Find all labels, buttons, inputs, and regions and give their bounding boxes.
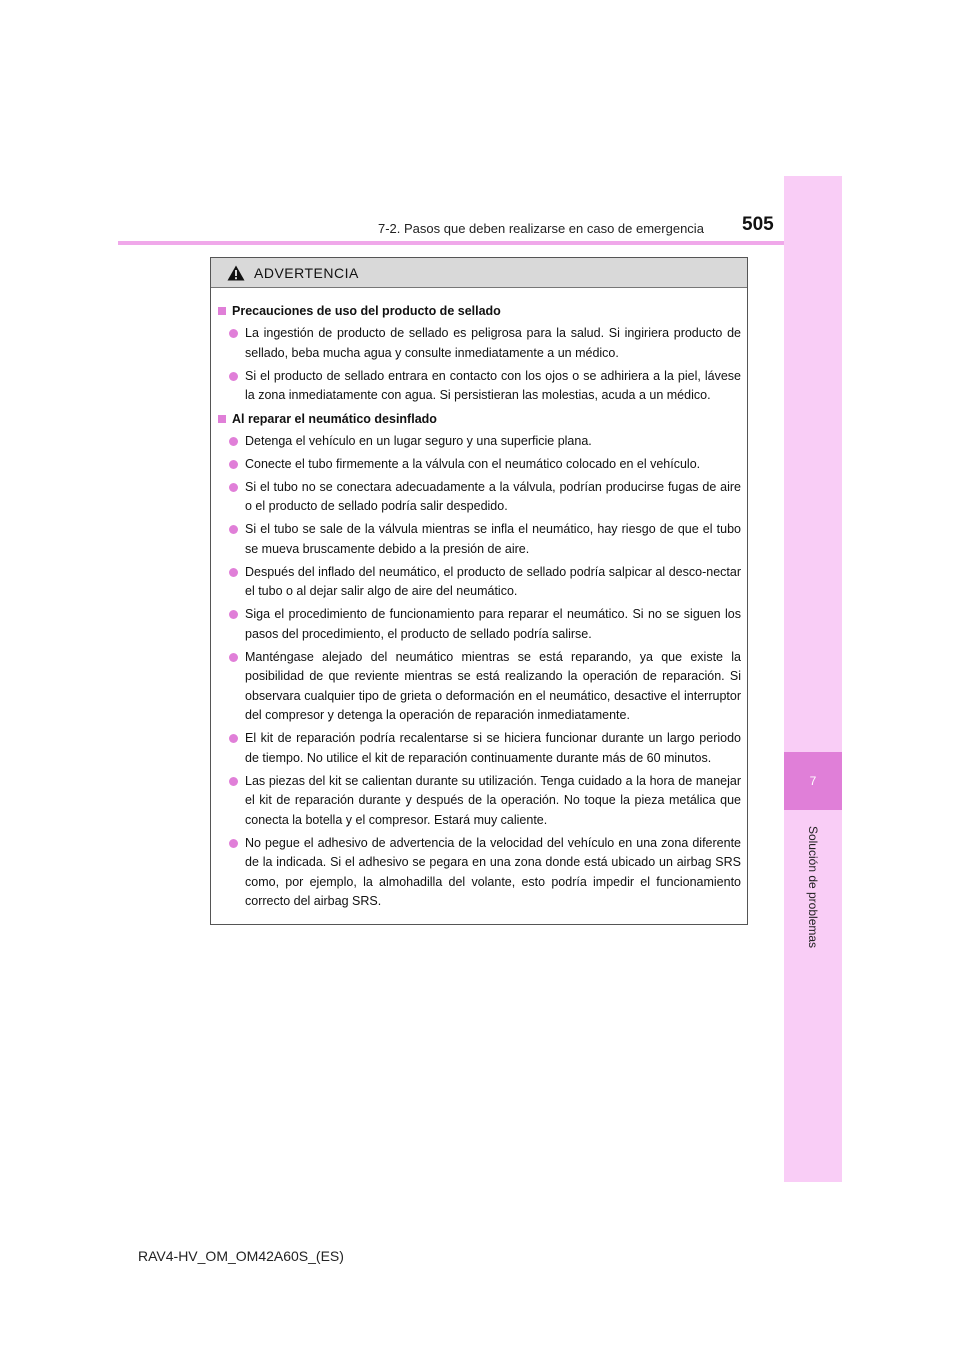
list-item: [229, 520, 741, 559]
list-item: [229, 648, 741, 726]
list-item-text: Si el tubo se sale de la válvula mientras se infla el neumático, hay riesgo de que el tubo se mueva bruscamente debido a la presión de aire.: [245, 522, 741, 556]
warning-title: ADVERTENCIA: [254, 264, 359, 281]
list-item: [229, 772, 741, 831]
list-item: [229, 324, 741, 363]
square-bullet-icon: [218, 307, 226, 315]
side-tab-strip: [784, 176, 842, 1182]
round-bullet-icon: [229, 653, 238, 662]
section-title-text: Precauciones de uso del producto de sellado: [232, 304, 501, 318]
warning-body: [211, 288, 747, 912]
round-bullet-icon: [229, 372, 238, 381]
round-bullet-icon: [229, 460, 238, 469]
header-rule: [118, 241, 784, 245]
list-item-text: No pegue el adhesivo de advertencia de la velocidad del vehículo en una zona diferente de la indicada. Si el adhesivo se pegara en una zona donde está ubicado un airbag SRS como, por ejemplo, la almohadilla del volante, esto podría impedir el funcionamiento correcto del airbag SRS.: [245, 835, 741, 908]
chapter-number: 7: [809, 774, 817, 788]
list-item-text: El kit de reparación podría recalentarse si se hiciera funcionar durante un largo periodo de tiempo. No utilice el kit de reparación continuamente durante más de 60 minutos.: [245, 731, 741, 765]
list-item-text: Detenga el vehículo en un lugar seguro y una superficie plana.: [245, 433, 592, 448]
list-item-text: Conecte el tubo firmemente a la válvula con el neumático colocado en el vehículo.: [245, 456, 701, 471]
list-item: [229, 432, 741, 452]
square-bullet-icon: [218, 415, 226, 423]
list-item: [229, 478, 741, 517]
list-item-text: Si el producto de sellado entrara en contacto con los ojos o se adhiriera a la piel, lávese la zona inmediatamente con agua. Si persistieran las molestias, acuda a un médico.: [245, 368, 741, 402]
section-title-text: Al reparar el neumático desinflado: [232, 411, 437, 426]
round-bullet-icon: [229, 437, 238, 446]
warning-triangle-icon: [227, 265, 245, 281]
round-bullet-icon: [229, 483, 238, 492]
warning-header: [211, 258, 747, 288]
list-item-text: Siga el procedimiento de funcionamiento para reparar el neumático. Si no se siguen los pasos del procedimiento, el producto de sellado podría salirse.: [245, 607, 741, 641]
round-bullet-icon: [229, 525, 238, 534]
list-item: [229, 729, 741, 768]
list-item: [229, 367, 741, 406]
list-item: [229, 455, 741, 475]
chapter-label: Solución de problemas: [806, 825, 821, 949]
round-bullet-icon: [229, 329, 238, 338]
round-bullet-icon: [229, 568, 238, 577]
section-title: [217, 410, 741, 428]
header-title: 7-2. Pasos que deben realizarse en caso de emergencia: [378, 221, 704, 236]
document-code: RAV4-HV_OM_OM42A60S_(ES): [138, 1248, 344, 1264]
list-item-text: Las piezas del kit se calientan durante su utilización. Tenga cuidado a la hora de manejar el kit de reparación durante y después de la operación. No toque la pieza metálica que conecta la botella y el compresor. Estará muy caliente.: [245, 773, 741, 827]
round-bullet-icon: [229, 777, 238, 786]
round-bullet-icon: [229, 610, 238, 619]
list-item: [229, 834, 741, 912]
list-item-text: Manténgase alejado del neumático mientras se está reparando, ya que existe la posibilidad de que reviente mientras se está realizando la operación de reparación. Si observara cualquier tipo de grieta o deformación en el neumático, desactive el interruptor del compresor y detenga la operación de reparación inmediatamente.: [245, 649, 741, 722]
list-item-text: La ingestión de producto de sellado es peligrosa para la salud. Si ingiriera producto de sellado, beba mucha agua y consulte inmediatamente a un médico.: [245, 326, 741, 360]
list-item: [229, 605, 741, 644]
round-bullet-icon: [229, 734, 238, 743]
chapter-label-tab: [784, 812, 842, 962]
warning-box: [210, 257, 748, 925]
list-item-text: Después del inflado del neumático, el producto de sellado podría salpicar al desco-nectar el tubo o al dejar salir algo de aire del neumático.: [245, 564, 741, 598]
list-item: [229, 563, 741, 602]
list-item-text: Si el tubo no se conectara adecuadamente a la válvula, podrían producirse fugas de aire o el producto de sellado podría salir despedido.: [245, 479, 741, 513]
round-bullet-icon: [229, 839, 238, 848]
section-title: [217, 302, 741, 320]
chapter-number-tab: [784, 752, 842, 810]
page-number: 505: [742, 214, 774, 235]
